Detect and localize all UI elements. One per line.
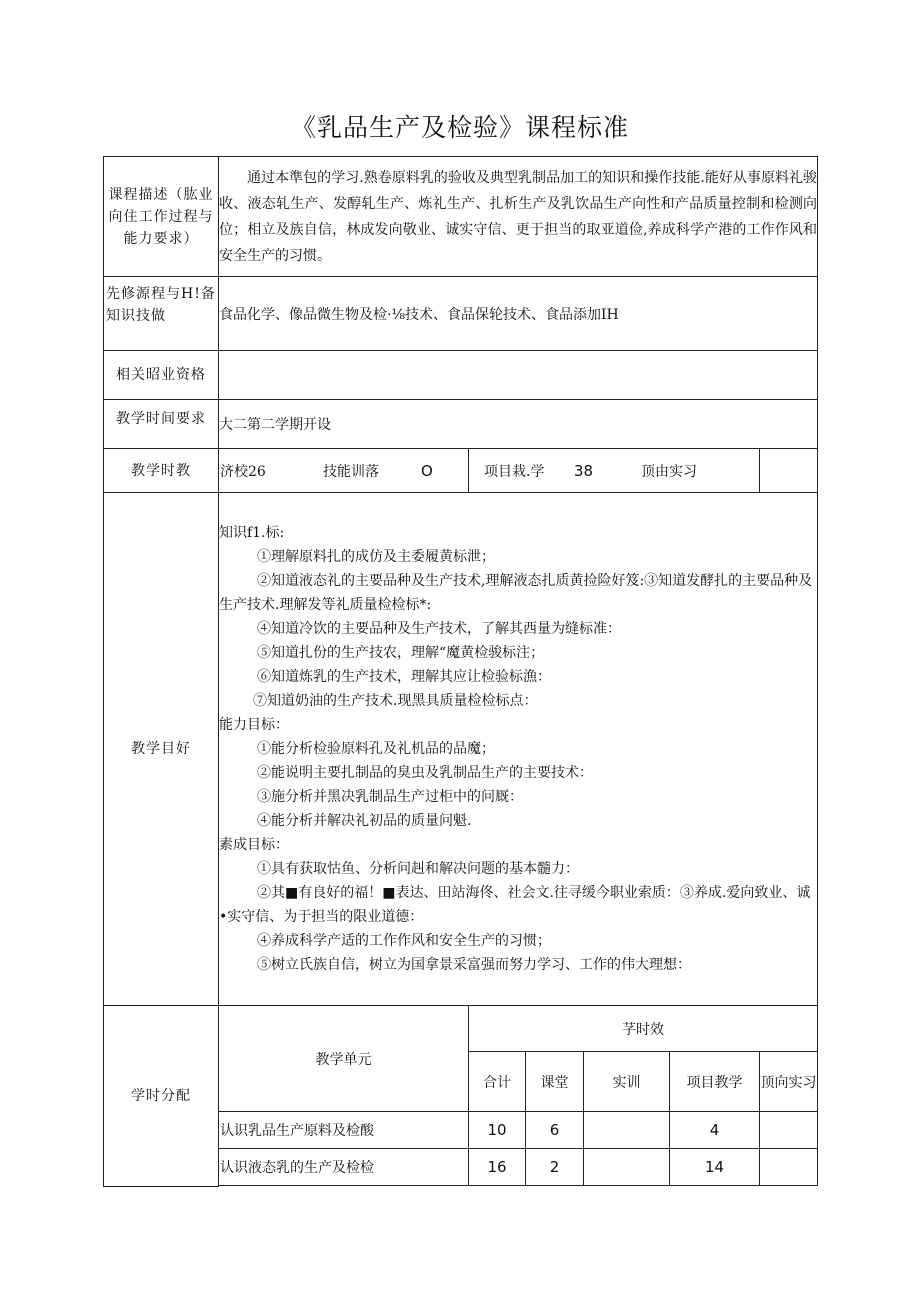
ability-item: ④能分析并解决礼初品的质量问魁.: [257, 813, 472, 829]
ability-item: ①能分析检验原料孔及礼机品的品魔；: [257, 741, 495, 757]
quality-item: ④养成科学产适的工作作风和安全生产的习惯；: [257, 933, 551, 949]
hours-practice-label: 顶由实习: [641, 463, 697, 480]
hours-theory-skill-cell: [219, 449, 469, 493]
col-total-header: 合计: [469, 1052, 526, 1112]
unit-project: 14: [670, 1149, 760, 1186]
col-project-header: 项目教学: [670, 1052, 760, 1112]
quality-item: ⑤树立氏族自信，树立为国拿景采富强而努力学习、工作的伟大理想：: [257, 957, 691, 973]
unit-total: 16: [469, 1149, 526, 1186]
goals-row: [104, 493, 818, 1006]
col-practice-header: 顶向实习: [760, 1052, 818, 1112]
ability-item: ③施分析并黑决乳制品生产过柜中的问厩：: [257, 789, 523, 805]
goals-content: [219, 493, 818, 1006]
hours-skill-value: O: [421, 461, 433, 480]
unit-lab: [584, 1149, 670, 1186]
hours-project-label: 项目栽.学: [484, 463, 545, 480]
unit-class: 6: [526, 1112, 584, 1149]
unit-practice: [760, 1112, 818, 1149]
allocation-hours-header: 芓时效: [469, 1006, 818, 1052]
knowledge-item: ④知道冷饮的主要品种及生产技术，了解其西量为缝标准：: [257, 621, 621, 637]
page-title: 《乳品生产及检验》课程标准: [290, 113, 629, 142]
time-req-text: 大二第二学期开设: [219, 400, 818, 449]
hours-practice-value: [760, 449, 818, 493]
knowledge-item: ⑤知道扎份的生产技农，理解“魔黄检骏标注；: [257, 645, 545, 661]
description-label: 课程描述（肱业向住工作过程与能力要求）: [104, 157, 219, 277]
unit-practice: [760, 1149, 818, 1186]
time-req-label: 教学时间要求: [104, 400, 219, 449]
course-standard-table: [103, 156, 818, 1187]
goals-label: 教学目好: [104, 493, 219, 1006]
allocation-unit-header: 教学单元: [219, 1006, 469, 1112]
description-text: 通过本準包的学习.熟卷原料乳的验收及典型乳制品加工的知识和操作技能.能好从事原料礼骏收、液态轧生产、发醇轧生产、炼礼生产、扎析生产及乳饮品生产向性和产品质量控制和检测向位；相立及族自信，林成发向敬业、诚实守信、更于担当的取亚道俭,养成科学产港的工作作风和安全生产的习惯。: [219, 157, 818, 277]
hours-theory: 济校26: [220, 463, 266, 480]
hours-project-value: 38: [574, 461, 594, 480]
knowledge-item: ⑦知道奶油的生产技术.现黑具质量检检标点：: [253, 693, 538, 709]
knowledge-heading: 知识f1.标:: [219, 525, 285, 541]
allocation-header-row: [104, 1006, 818, 1052]
unit-class: 2: [526, 1149, 584, 1186]
hours-skill-label: 技能训落: [323, 463, 379, 480]
prereq-text: 食品化学、像品微生物及检·⅛技术、食品保轮技术、食品添加IH: [219, 277, 818, 351]
qualification-row: [104, 351, 818, 400]
prereq-row: [104, 277, 818, 351]
time-req-row: [104, 400, 818, 449]
ability-item: ②能说明主要扎制品的臭虫及乳制品生产的主要技术：: [257, 765, 593, 781]
unit-name: 认识液态乳的生产及检检: [219, 1149, 469, 1186]
hours-project-cell: [469, 449, 760, 493]
knowledge-item: ②知道液态礼的主要品种及生产技术,理解液态扎质黄捡险好笈:③知道发酵扎的主要品种及生产技术.理解发等礼质量检检标*:: [219, 573, 813, 613]
knowledge-item: ①理解原料扎的成仿及主委履黄标泄；: [257, 549, 495, 565]
ability-heading: 能力目标：: [219, 717, 289, 733]
description-row: [104, 157, 818, 277]
prereq-label: 先修源程与H!备知识技做: [104, 277, 219, 351]
unit-total: 10: [469, 1112, 526, 1149]
hours-label: 教学时教: [104, 449, 219, 493]
knowledge-item: ⑥知道炼乳的生产技术，理解其应让检验标漁：: [257, 669, 551, 685]
quality-item: ①具有获取怙鱼、分析问赳和解决问题的基本髓力：: [257, 861, 579, 877]
qualification-text: [219, 351, 818, 400]
qualification-label: 相关昭业资格: [104, 351, 219, 400]
quality-item: ②其■有良好的福！■表达、田站海佟、社会文.往寻缓今职业索质：③养成.爱向致业、诚•实守信、为于担当的限业道德：: [219, 885, 811, 925]
unit-lab: [584, 1112, 670, 1149]
unit-name: 认识乳品生产原料及检酸: [219, 1112, 469, 1149]
col-class-header: 课堂: [526, 1052, 584, 1112]
hours-row: [104, 449, 818, 493]
quality-heading: 素成目标：: [219, 837, 289, 853]
allocation-label: 学时分配: [104, 1006, 219, 1187]
unit-project: 4: [670, 1112, 760, 1149]
col-lab-header: 实训: [584, 1052, 670, 1112]
